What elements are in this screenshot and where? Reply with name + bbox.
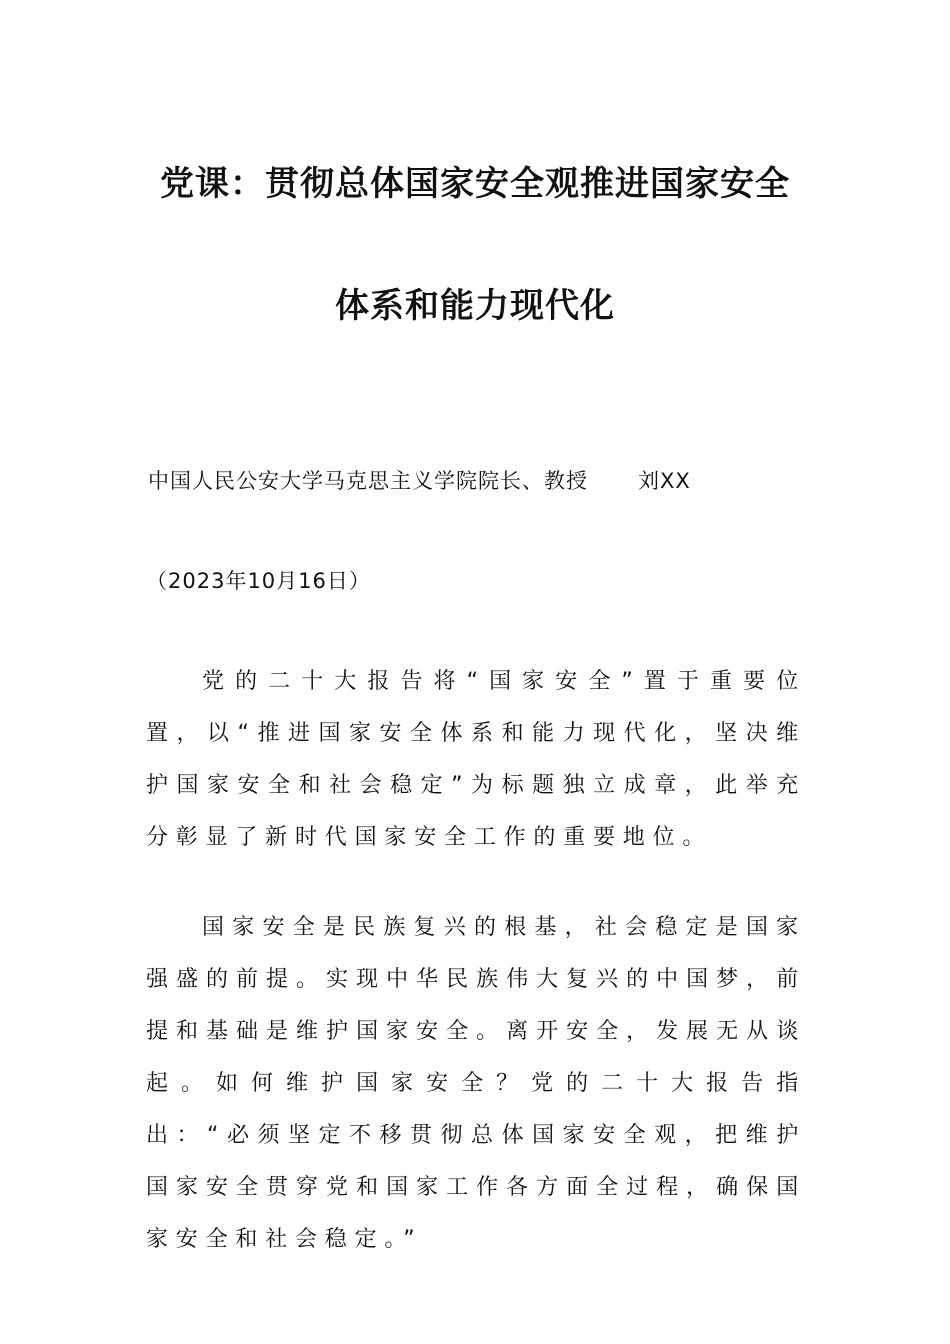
document-date: （2023年10月16日） xyxy=(146,569,371,593)
document-title-line-1: 党课：贯彻总体国家安全观推进国家安全 xyxy=(160,164,790,204)
body-paragraph-1: 党的二十大报告将“国家安全”置于重要位置，以“推进国家安全体系和能力现代化，坚决维护国家安全和社会稳定”为标题独立成章，此举充分彰显了新时代国家安全工作的重要地位。 xyxy=(146,669,806,850)
author-name: 刘XX xyxy=(638,469,691,493)
document-title-line-2: 体系和能力现代化 xyxy=(335,286,615,326)
author-line xyxy=(148,465,691,495)
author-affiliation: 中国人民公安大学马克思主义学院院长、教授 xyxy=(148,469,588,493)
body-paragraph-2: 国家安全是民族复兴的根基，社会稳定是国家强盛的前提。实现中华民族伟大复兴的中国梦，前提和基础是维护国家安全。离开安全，发展无从谈起。如何维护国家安全？党的二十大报告指出：“必须坚定不移贯彻总体国家安全观，把维护国家安全贯穿党和国家工作各方面全过程，确保国家安全和社会稳定。” xyxy=(146,915,806,1252)
